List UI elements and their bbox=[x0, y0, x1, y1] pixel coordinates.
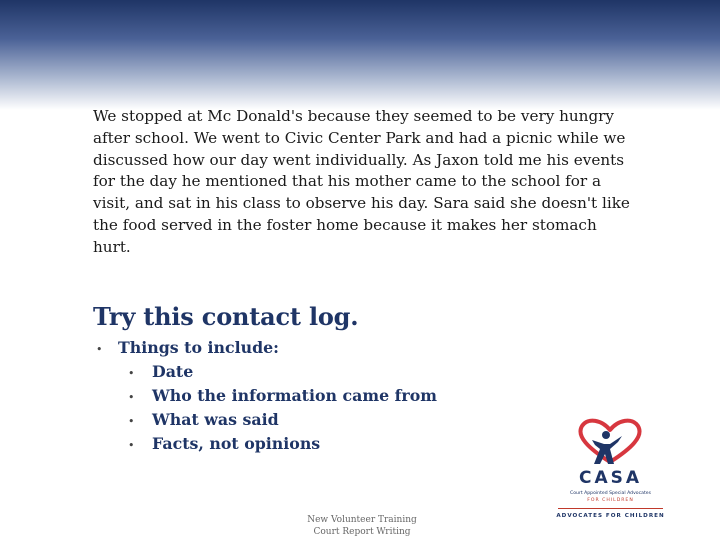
footer-line-1: New Volunteer Training bbox=[307, 515, 417, 525]
list-main-item bbox=[96, 337, 516, 361]
bullet-icon: • bbox=[128, 391, 135, 404]
list-main-label: Things to include: bbox=[118, 338, 280, 357]
list-sub-item bbox=[96, 385, 516, 409]
logo-for-children: FOR CHILDREN bbox=[587, 498, 634, 503]
list-sub-label: Date bbox=[152, 362, 194, 381]
logo-tagline: Court Appointed Special Advocates bbox=[570, 491, 651, 496]
list-sub-item bbox=[96, 409, 516, 433]
bullet-icon: • bbox=[128, 415, 135, 428]
bullet-icon: • bbox=[128, 367, 135, 380]
bullet-icon: • bbox=[128, 439, 135, 452]
logo-advocates: ADVOCATES FOR CHILDREN bbox=[556, 513, 665, 519]
logo-name: CASA bbox=[578, 468, 643, 488]
casa-logo bbox=[548, 418, 673, 526]
things-to-include-list bbox=[96, 337, 516, 457]
footer bbox=[282, 514, 442, 538]
child-head bbox=[602, 431, 610, 439]
list-sub-item bbox=[96, 433, 516, 457]
footer-line-2: Court Report Writing bbox=[313, 527, 411, 537]
list-sub-label: What was said bbox=[152, 410, 279, 429]
example-passage: We stopped at Mc Donald's because they seemed to be very hungry after school. We went to Civic Center Park and had a picnic while we discussed how our day went individually. As Jaxon told me his events for the day he mentioned that his mother came to the school for a visit, and sat in his class to observe his day. Sara said she doesn't like the food served in the foster home because it makes her stomach hurt. bbox=[93, 107, 630, 256]
bullet-icon: • bbox=[96, 343, 103, 356]
logo-divider bbox=[558, 508, 663, 509]
list-sub-item bbox=[96, 361, 516, 385]
slide-heading: Try this contact log. bbox=[93, 302, 359, 331]
header-gradient-band bbox=[0, 0, 720, 110]
heart-child-icon bbox=[548, 418, 673, 470]
child-body bbox=[592, 436, 622, 464]
list-sub-label: Facts, not opinions bbox=[152, 434, 321, 453]
list-sub-label: Who the information came from bbox=[152, 386, 437, 405]
